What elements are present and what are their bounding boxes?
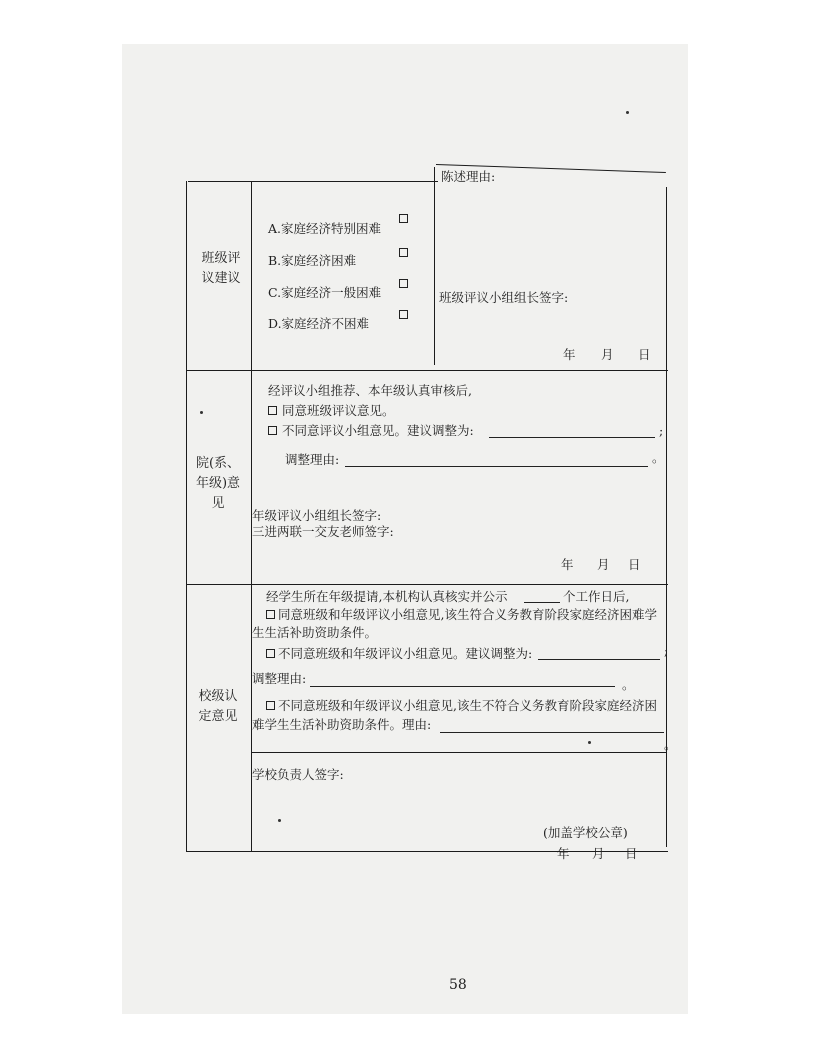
class-signature-label: 班级评议小组组长签字: <box>439 290 569 305</box>
school-intro-b: 个工作日后, <box>563 589 630 604</box>
dept-adjust-end: 。 <box>652 450 665 465</box>
school-adjust-line[interactable] <box>538 659 660 660</box>
school-opt2-end: ; <box>664 643 669 658</box>
dept-date-month: 月 <box>597 557 610 572</box>
dept-section-title: 院(系、年级)意见 <box>195 456 241 511</box>
dept-agree-label: 同意班级评议意见。 <box>282 403 395 418</box>
school-opt1-line2: 生生活补助资助条件。 <box>252 625 378 640</box>
option-c-label: C.家庭经济一般困难 <box>268 285 382 300</box>
row-divider-1 <box>186 370 668 371</box>
school-opt1-checkbox[interactable] <box>266 610 275 619</box>
reason-label: 陈述理由: <box>441 169 496 184</box>
principal-signature-label: 学校负责人签字: <box>252 767 344 782</box>
dept-sig1: 年级评议小组组长签字: <box>252 508 382 523</box>
scanned-page <box>122 44 688 1014</box>
option-c-checkbox[interactable] <box>399 279 408 288</box>
school-seal-label: (加盖学校公章) <box>543 825 628 840</box>
class-date-year: 年 <box>563 347 576 362</box>
school-opt3-reason-line[interactable] <box>440 732 664 733</box>
class-date-month: 月 <box>601 347 614 362</box>
school-opt3-checkbox[interactable] <box>266 701 275 710</box>
dept-adjust-reason: 调整理由: <box>285 452 340 467</box>
dept-adjust-line[interactable] <box>489 437 655 438</box>
dept-sig2: 三进两联一交友老师签字: <box>252 524 394 539</box>
table-left-border <box>186 181 187 851</box>
dept-reason-line[interactable] <box>345 466 648 467</box>
dept-disagree-checkbox[interactable] <box>268 426 277 435</box>
school-opt2-checkbox[interactable] <box>266 649 275 658</box>
scan-speck <box>626 111 629 114</box>
school-adjust-reason: 调整理由: <box>252 671 307 686</box>
school-opt3-line1: 不同意班级和年级评议小组意见,该生不符合义务教育阶段家庭经济困 <box>278 698 657 713</box>
option-d-checkbox[interactable] <box>399 310 408 319</box>
option-a-checkbox[interactable] <box>399 214 408 223</box>
class-section-title: 班级评议建议 <box>201 251 241 286</box>
school-date-day: 日 <box>625 846 638 861</box>
class-option-divider <box>434 167 435 365</box>
school-intro-a: 经学生所在年级提请,本机构认真核实并公示 <box>266 589 508 604</box>
school-opt3-end: 。 <box>664 737 677 752</box>
school-opt3-line2: 难学生生活补助资助条件。理由: <box>252 717 432 732</box>
table-top-border <box>188 181 438 182</box>
option-a-label: A.家庭经济特别困难 <box>268 221 382 236</box>
school-reason-line[interactable] <box>310 686 615 687</box>
dept-agree-checkbox[interactable] <box>268 406 277 415</box>
school-date-month: 月 <box>592 846 605 861</box>
school-date-year: 年 <box>557 846 570 861</box>
school-opt1-line1: 同意班级和年级评议小组意见,该生符合义务教育阶段家庭经济困难学 <box>278 607 657 622</box>
dept-disagree-label: 不同意评议小组意见。建议调整为: <box>282 423 474 438</box>
dept-disagree-end: ; <box>659 423 664 438</box>
option-b-checkbox[interactable] <box>399 248 408 257</box>
dept-intro: 经评议小组推荐、本年级认真审核后, <box>268 383 472 398</box>
school-adjust-end: 。 <box>622 677 635 692</box>
scan-speck <box>278 819 281 822</box>
school-section-title: 校级认定意见 <box>198 689 238 724</box>
option-b-label: B.家庭经济困难 <box>268 253 357 268</box>
option-d-label: D.家庭经济不困难 <box>268 316 370 331</box>
scan-speck <box>588 741 591 744</box>
dept-date-day: 日 <box>628 557 641 572</box>
dept-date-year: 年 <box>561 557 574 572</box>
page-number: 58 <box>449 977 467 993</box>
class-date-day: 日 <box>638 347 651 362</box>
row-divider-2 <box>186 584 668 585</box>
school-days-line[interactable] <box>524 602 560 603</box>
school-opt2-label: 不同意班级和年级评议小组意见。建议调整为: <box>278 646 533 661</box>
scan-speck <box>200 411 203 414</box>
school-inner-divider <box>251 752 667 753</box>
